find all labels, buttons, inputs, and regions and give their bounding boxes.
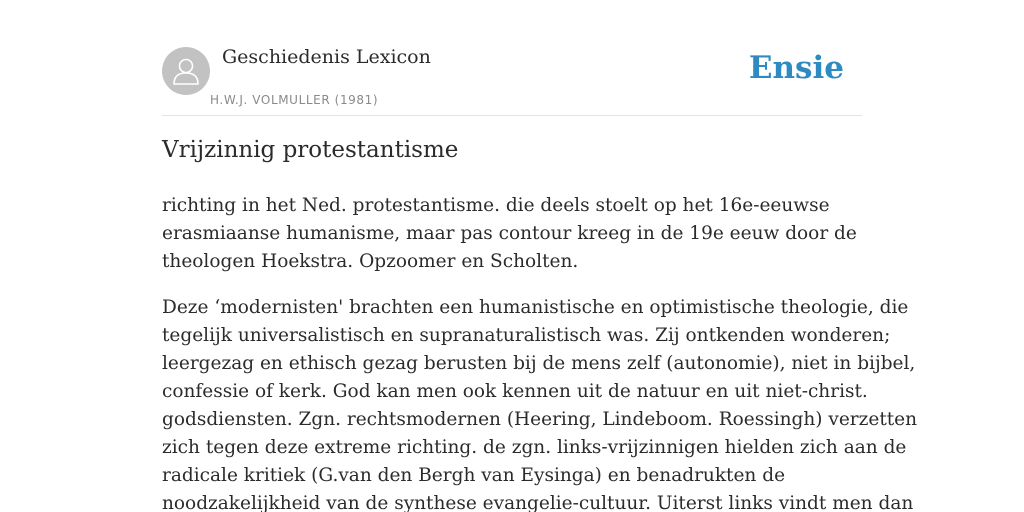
text-line: tegelijk universalistisch en supranaturalistisch was. Zij ontkenden wonderen; [162, 325, 891, 346]
text-line: leergezag en ethisch gezag berusten bij de mens zelf (autonomie), niet in bijbel, [162, 353, 916, 374]
article-title: Vrijzinnig protestantisme [162, 137, 459, 163]
article-body [162, 192, 918, 512]
text-line: godsdiensten. Zgn. rechtsmodernen (Heering, Lindeboom. Roessingh) verzetten [162, 409, 918, 430]
text-line: Deze ‘modernisten' brachten een humanistische en optimistische theologie, die [162, 297, 909, 318]
ensie-logo[interactable]: Ensie [748, 50, 844, 86]
text-line: noodzakelijkheid van de synthese evangelie-cultuur. Uiterst links vindt men dan [162, 493, 914, 512]
paragraph-1 [162, 192, 862, 276]
text-line: confessie of kerk. God kan men ook kennen uit de natuur en uit niet-christ. [162, 381, 868, 402]
text-line: radicale kritiek (G.van den Bergh van Eysinga) en benadrukten de [162, 465, 786, 486]
source-header [162, 40, 862, 116]
text-line: theologen Hoekstra. Opzoomer en Scholten. [162, 251, 579, 272]
avatar[interactable] [162, 47, 210, 95]
user-silhouette-icon [162, 47, 210, 95]
source-title[interactable]: Geschiedenis Lexicon [222, 46, 431, 68]
text-line: richting in het Ned. protestantisme. die deels stoelt op het 16e-eeuwse [162, 195, 830, 216]
text-line: erasmiaanse humanisme, maar pas contour kreeg in de 19e eeuw door de [162, 223, 857, 244]
text-line: zich tegen deze extreme richting. de zgn. links-vrijzinnigen hielden zich aan de [162, 437, 907, 458]
paragraph-2 [162, 294, 918, 512]
source-author[interactable]: H.W.J. VOLMULLER (1981) [210, 93, 379, 107]
